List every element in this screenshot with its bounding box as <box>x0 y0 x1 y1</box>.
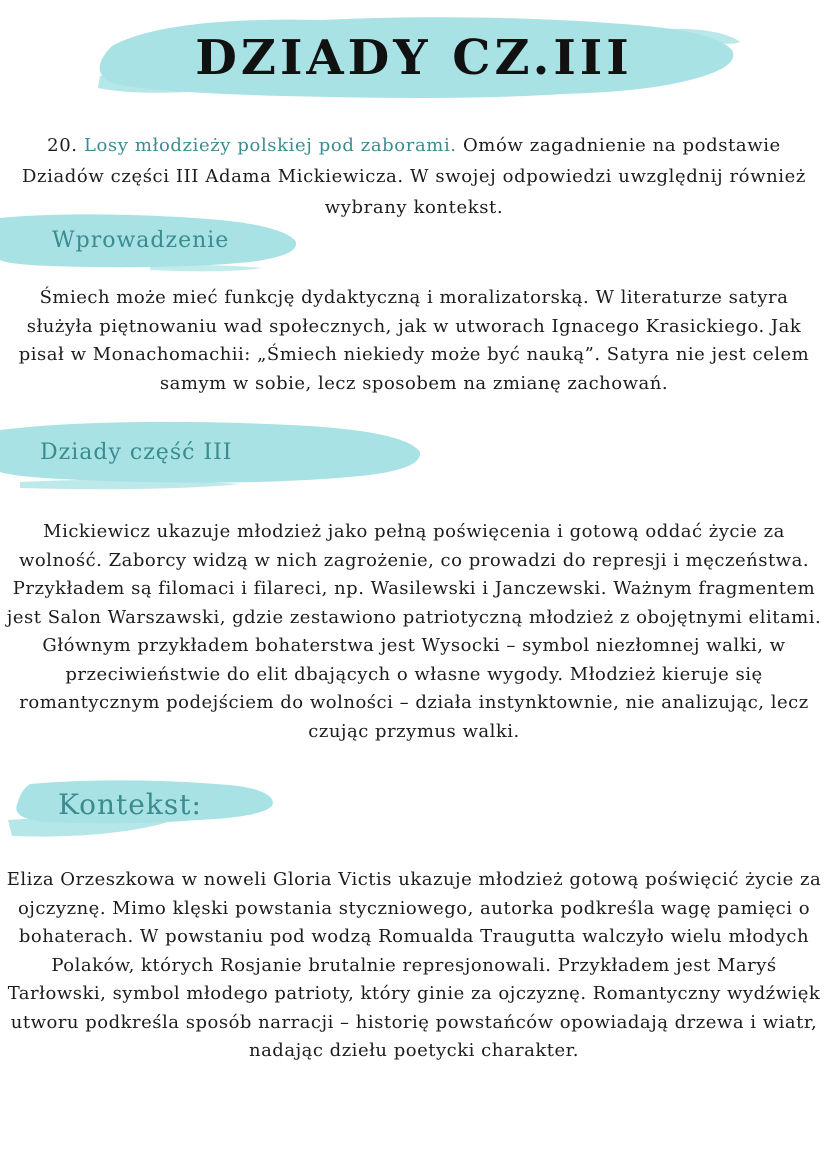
context-text: Eliza Orzeszkowa w noweli Gloria Victis ukazuje młodzież gotową poświęcić życie za ojczyznę. Mimo klęski powstania styczniowego, autorka podkreśla wagę pamięci o bohaterach. W powstaniu pod wodzą Romualda Traugutta walczyło wielu młodych Polaków, których Rosjanie brutalnie represjonowali. Przykładem jest Maryś Tarłowski, symbol młodego patrioty, który ginie za ojczyznę. Romantyczny wydźwięk utworu podkreśla sposób narracji – historię powstańców opowiadają drzewa i wiatr, nadając dziełu poetycki charakter. <box>6 869 822 1061</box>
dziady-heading: Dziady część III <box>40 440 233 465</box>
dziady-text: Mickiewicz ukazuje młodzież jako pełną poświęcenia i gotową oddać życie za wolność. Zaborcy widzą w nich zagrożenie, co prowadzi do represji i męczeństwa. Przykładem są filomaci i filareci, np. Wasilewski i Janczewski. Ważnym fragmentem jest Salon Warszawski, gdzie zestawiono patriotyczną młodzież z obojętnymi elitami. Głównym przykładem bohaterstwa jest Wysocki – symbol niezłomnej walki, w przeciwieństwie do elit dbających o własne wygody. Młodzież kieruje się romantycznym podejściem do wolności – działa instynktownie, nie analizując, lecz czując przymus walki. <box>6 521 822 742</box>
introduction-heading: Wprowadzenie <box>52 228 230 253</box>
introduction-text: Śmiech może mieć funkcję dydaktyczną i moralizatorską. W literaturze satyra służyła piętnowaniu wad społecznych, jak w utworach Ignacego Krasickiego. Jak pisał w Monachomachii: „Śmiech niekiedy może być nauką”. Satyra nie jest celem samym w sobie, lecz sposobem na zmianę zachowań. <box>18 287 810 394</box>
task-topic: Losy młodzieży polskiej pod zaborami. <box>83 135 457 156</box>
page-title: DZIADY CZ.III <box>195 30 633 86</box>
task-number: 20. <box>47 135 78 156</box>
task-instruction: Omów zagadnienie na podstawie Dziadów części III Adama Mickiewicza. W swojej odpowiedzi uwzględnij również wybrany kontekst. <box>21 135 806 218</box>
context-heading: Kontekst: <box>58 788 202 821</box>
